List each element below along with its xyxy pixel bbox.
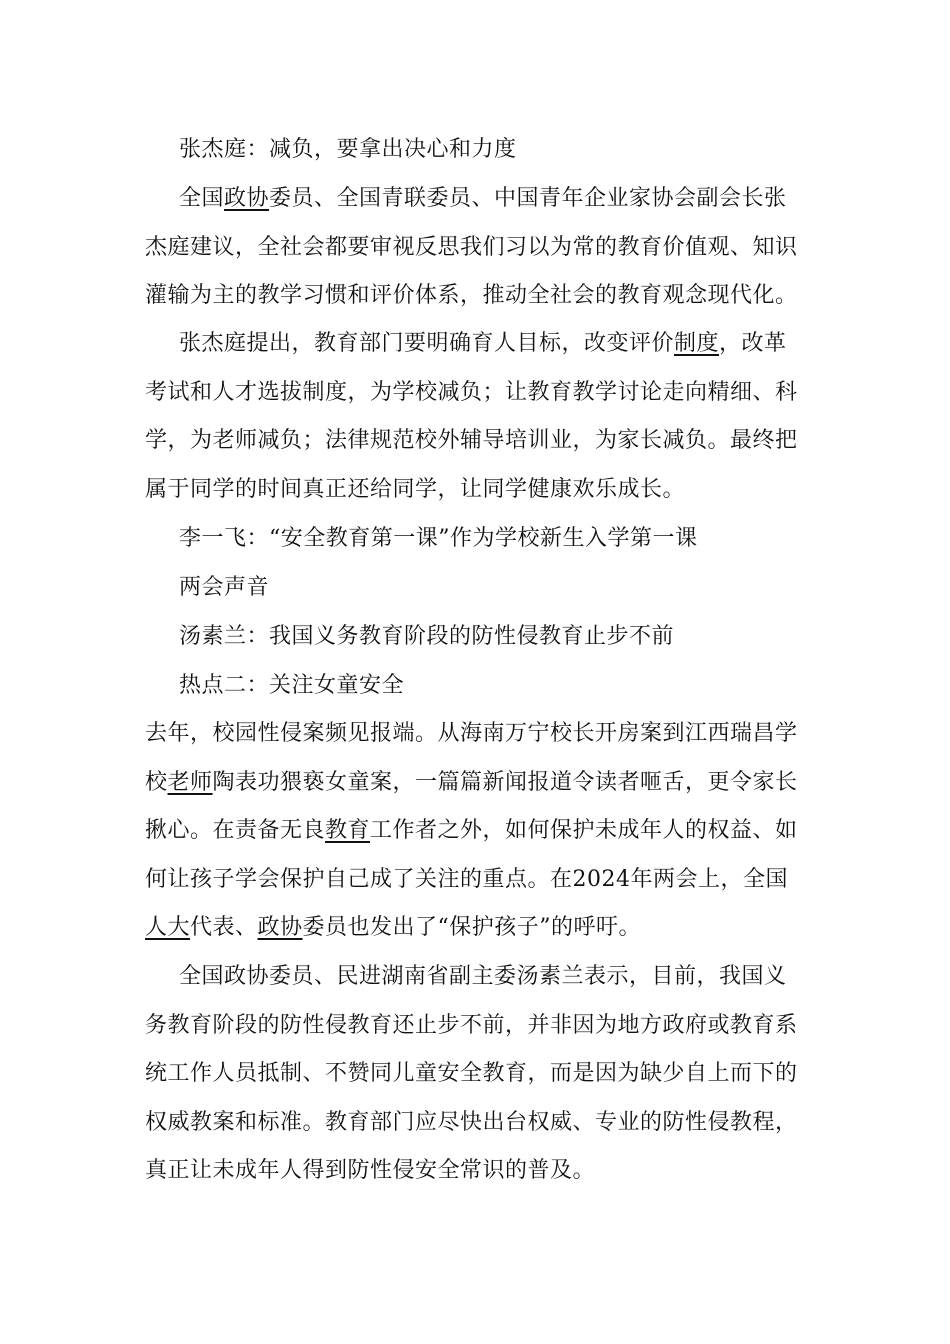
paragraph-zhang-proposal <box>145 320 805 514</box>
link-jiaoyu[interactable]: 教育 <box>325 818 371 843</box>
text-run: 委员也发出了“保护孩子”的呼吁。 <box>302 915 642 940</box>
text-run: ，改革考试和人才选拔制度，为学校减负；让教育教学讨论走向精细、科学，为老师减负；法律规范校外辅导培训业，为家长减负。最终把属于同学的时间真正还给同学，让同学健康欢乐成长。 <box>145 331 798 502</box>
heading-hotspot-two <box>145 662 805 711</box>
text-run: 去年，校园性侵案频见报端。从海南万宁校长开房案到江西瑞昌学校 <box>145 721 798 795</box>
heading-text: 两会声音 <box>179 575 270 600</box>
heading-lianghui-shengyin <box>145 564 805 613</box>
link-laoshi[interactable]: 老师 <box>167 769 213 795</box>
heading-text: 张杰庭：减负，要拿出决心和力度 <box>179 137 517 162</box>
text-run: 工作者之外，如何保护未成年人的权益、如何让孩子学会保护自己成了关注的重点。在2024年两会上，全国 <box>145 818 798 892</box>
heading-text: 李一飞：“安全教育第一课”作为学校新生入学第一课 <box>179 526 698 551</box>
paragraph-campus-cases <box>145 710 805 953</box>
text-run: 陶表功猥亵女童案，一篇篇新闻报道令读者咂舌，更令家长揪心。在责备无良 <box>145 769 798 843</box>
heading-tang-sulan <box>145 613 805 662</box>
text-run: 代表、 <box>190 915 258 940</box>
link-zhengxie-2[interactable]: 政协 <box>257 915 303 940</box>
paragraph-tang-statement <box>145 953 805 1196</box>
link-zhidu[interactable]: 制度 <box>674 331 720 356</box>
heading-li-yifei <box>145 515 805 564</box>
heading-text: 汤素兰：我国义务教育阶段的防性侵教育止步不前 <box>179 624 675 649</box>
link-zhengxie[interactable]: 政协 <box>224 186 270 211</box>
text-run: 委员、全国青联委员、中国青年企业家协会副会长张杰庭建议，全社会都要审视反思我们习以为常的教育价值观、知识灌输为主的教学习惯和评价体系，推动全社会的教育观念现代化。 <box>145 186 798 308</box>
text-run: 张杰庭提出，教育部门要明确育人目标，改变评价 <box>179 331 675 356</box>
paragraph-zhang-suggestion <box>145 175 805 321</box>
link-renda[interactable]: 人大 <box>145 915 191 940</box>
text-run: 全国政协委员、民进湖南省副主委汤素兰表示，目前，我国义务教育阶段的防性侵教育还止步不前，并非因为地方政府或教育系统工作人员抵制、不赞同儿童安全教育，而是因为缺少自上而下的权威教案和标准。教育部门应尽快出台权威、专业的防性侵教程，真正让未成年人得到防性侵安全常识的普及。 <box>145 964 798 1183</box>
heading-text: 热点二：关注女童安全 <box>179 673 405 698</box>
text-run: 全国 <box>179 186 225 211</box>
heading-zhang-jieting <box>145 126 805 175</box>
